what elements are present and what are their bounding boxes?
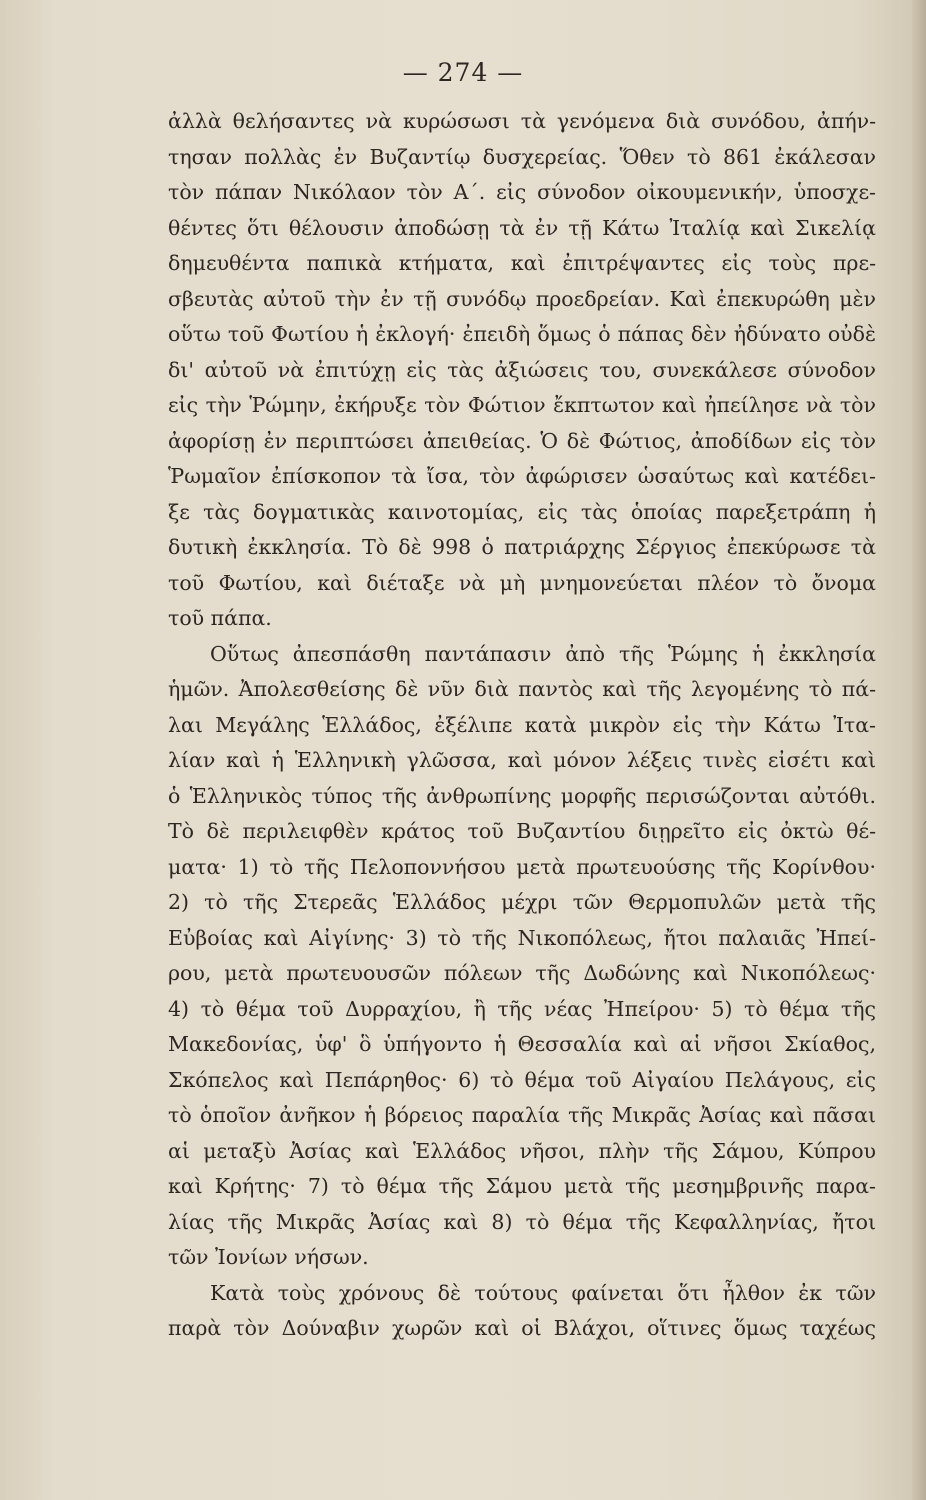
text-line: δυτικὴ ἐκκλησία. Τὸ δὲ 998 ὁ πατριάρχης Σέργιος ἐπεκύρωσε τὰ bbox=[168, 535, 876, 559]
text-line: Σκόπελος καὶ Πεπάρηθος· 6) τὸ θέμα τοῦ Αἰγαίου Πελάγους, εἰς bbox=[168, 1067, 876, 1092]
text-line: Τὸ δὲ περιλειφθὲν κράτος τοῦ Βυζαντίου διῃρεῖτο εἰς ὀκτὼ θέ- bbox=[168, 819, 876, 843]
text-line: λαι Μεγάλης Ἑλλάδος, ἐξέλιπε κατὰ μικρὸν εἰς τὴν Κάτω Ἰτα- bbox=[168, 712, 876, 737]
body-text bbox=[168, 104, 876, 1347]
text-line: τοῦ πάπα. bbox=[168, 606, 272, 630]
text-line: αἱ μεταξὺ Ἀσίας καὶ Ἑλλάδος νῆσοι, πλὴν τῆς Σάμου, Κύπρου bbox=[168, 1138, 876, 1163]
text-line: ματα· 1) τὸ τῆς Πελοποννήσου μετὰ πρωτευούσης τῆς Κορίνθου· bbox=[168, 854, 876, 879]
page-binding-edge bbox=[912, 0, 926, 1500]
text-line: ἡμῶν. Ἀπολεσθείσης δὲ νῦν διὰ παντὸς καὶ τῆς λεγομένης τὸ πά- bbox=[168, 677, 876, 701]
text-line: Κατὰ τοὺς χρόνους δὲ τούτους φαίνεται ὅτι ἦλθον ἐκ τῶν bbox=[210, 1280, 876, 1305]
text-line: εἰς τὴν Ῥώμην, ἐκήρυξε τὸν Φώτιον ἔκπτωτον καὶ ἠπείλησε νὰ τὸν bbox=[168, 393, 876, 417]
text-line: οὕτω τοῦ Φωτίου ἡ ἐκλογή· ἐπειδὴ ὅμως ὁ πάπας δὲν ἠδύνατο οὐδὲ bbox=[168, 322, 876, 346]
text-line: δημευθέντα παπικὰ κτήματα, καὶ ἐπιτρέψαντες εἰς τοὺς πρε- bbox=[168, 251, 876, 275]
text-line: θέντες ὅτι θέλουσιν ἀποδώσῃ τὰ ἐν τῇ Κάτω Ἰταλίᾳ καὶ Σικελίᾳ bbox=[168, 215, 876, 240]
text-line: τὸ ὁποῖον ἀνῆκον ἡ βόρειος παραλία τῆς Μικρᾶς Ἀσίας καὶ πᾶσαι bbox=[168, 1103, 876, 1127]
text-line: τοῦ Φωτίου, καὶ διέταξε νὰ μὴ μνημονεύεται πλέον τὸ ὄνομα bbox=[168, 570, 876, 595]
text-line: ρου, μετὰ πρωτευουσῶν πόλεων τῆς Δωδώνης καὶ Νικοπόλεως· bbox=[168, 961, 876, 985]
text-line: ἀλλὰ θελήσαντες νὰ κυρώσωσι τὰ γενόμενα διὰ συνόδου, ἀπήν- bbox=[168, 109, 876, 133]
text-line: Μακεδονίας, ὑφ' ὃ ὑπήγοντο ἡ Θεσσαλία καὶ αἱ νῆσοι Σκίαθος, bbox=[168, 1032, 876, 1056]
text-line: δι' αὐτοῦ νὰ ἐπιτύχῃ εἰς τὰς ἀξιώσεις του, συνεκάλεσε σύνοδον bbox=[168, 357, 876, 382]
text-line: ὁ Ἑλληνικὸς τύπος τῆς ἀνθρωπίνης μορφῆς περισώζονται αὐτόθι. bbox=[168, 783, 876, 808]
text-line: 4) τὸ θέμα τοῦ Δυρραχίου, ἢ τῆς νέας Ἠπείρου· 5) τὸ θέμα τῆς bbox=[168, 996, 876, 1021]
text-line: ξε τὰς δογματικὰς καινοτομίας, εἰς τὰς ὁποίας παρεξετράπη ἡ bbox=[168, 499, 876, 524]
text-line: τῶν Ἰονίων νήσων. bbox=[168, 1245, 369, 1269]
text-line: 2) τὸ τῆς Στερεᾶς Ἑλλάδος μέχρι τῶν Θερμοπυλῶν μετὰ τῆς bbox=[168, 890, 876, 914]
text-line: τησαν πολλὰς ἐν Βυζαντίῳ δυσχερείας. Ὅθεν τὸ 861 ἐκάλεσαν bbox=[168, 144, 876, 169]
text-line: Οὕτως ἀπεσπάσθη παντάπασιν ἀπὸ τῆς Ῥώμης ἡ ἐκκλησία bbox=[210, 641, 876, 666]
page-number: — 274 — bbox=[402, 58, 524, 87]
text-line: ἀφορίσῃ ἐν περιπτώσει ἀπειθείας. Ὁ δὲ Φώτιος, ἀποδίδων εἰς τὸν bbox=[168, 428, 876, 453]
text-line: Εὐβοίας καὶ Αἰγίνης· 3) τὸ τῆς Νικοπόλεως, ἤτοι παλαιᾶς Ἠπεί- bbox=[168, 925, 876, 950]
text-line: λίας τῆς Μικρᾶς Ἀσίας καὶ 8) τὸ θέμα τῆς Κεφαλληνίας, ἤτοι bbox=[168, 1209, 876, 1234]
text-line: Ῥωμαῖον ἐπίσκοπον τὰ ἴσα, τὸν ἀφώρισεν ὡσαύτως καὶ κατέδει- bbox=[168, 464, 876, 488]
text-line: καὶ Κρήτης· 7) τὸ θέμα τῆς Σάμου μετὰ τῆς μεσημβρινῆς παρα- bbox=[168, 1174, 876, 1198]
text-line: σβευτὰς αὐτοῦ τὴν ἐν τῇ συνόδῳ προεδρείαν. Καὶ ἐπεκυρώθη μὲν bbox=[168, 286, 876, 311]
text-line: λίαν καὶ ἡ Ἑλληνικὴ γλῶσσα, καὶ μόνον λέξεις τινὲς εἰσέτι καὶ bbox=[168, 748, 876, 772]
text-line: τὸν πάπαν Νικόλαον τὸν Α΄. εἰς σύνοδον οἰκουμενικήν, ὑποσχε- bbox=[168, 180, 876, 204]
text-line: παρὰ τὸν Δούναβιν χωρῶν καὶ οἱ Βλάχοι, οἵτινες ὅμως ταχέως bbox=[168, 1316, 876, 1340]
